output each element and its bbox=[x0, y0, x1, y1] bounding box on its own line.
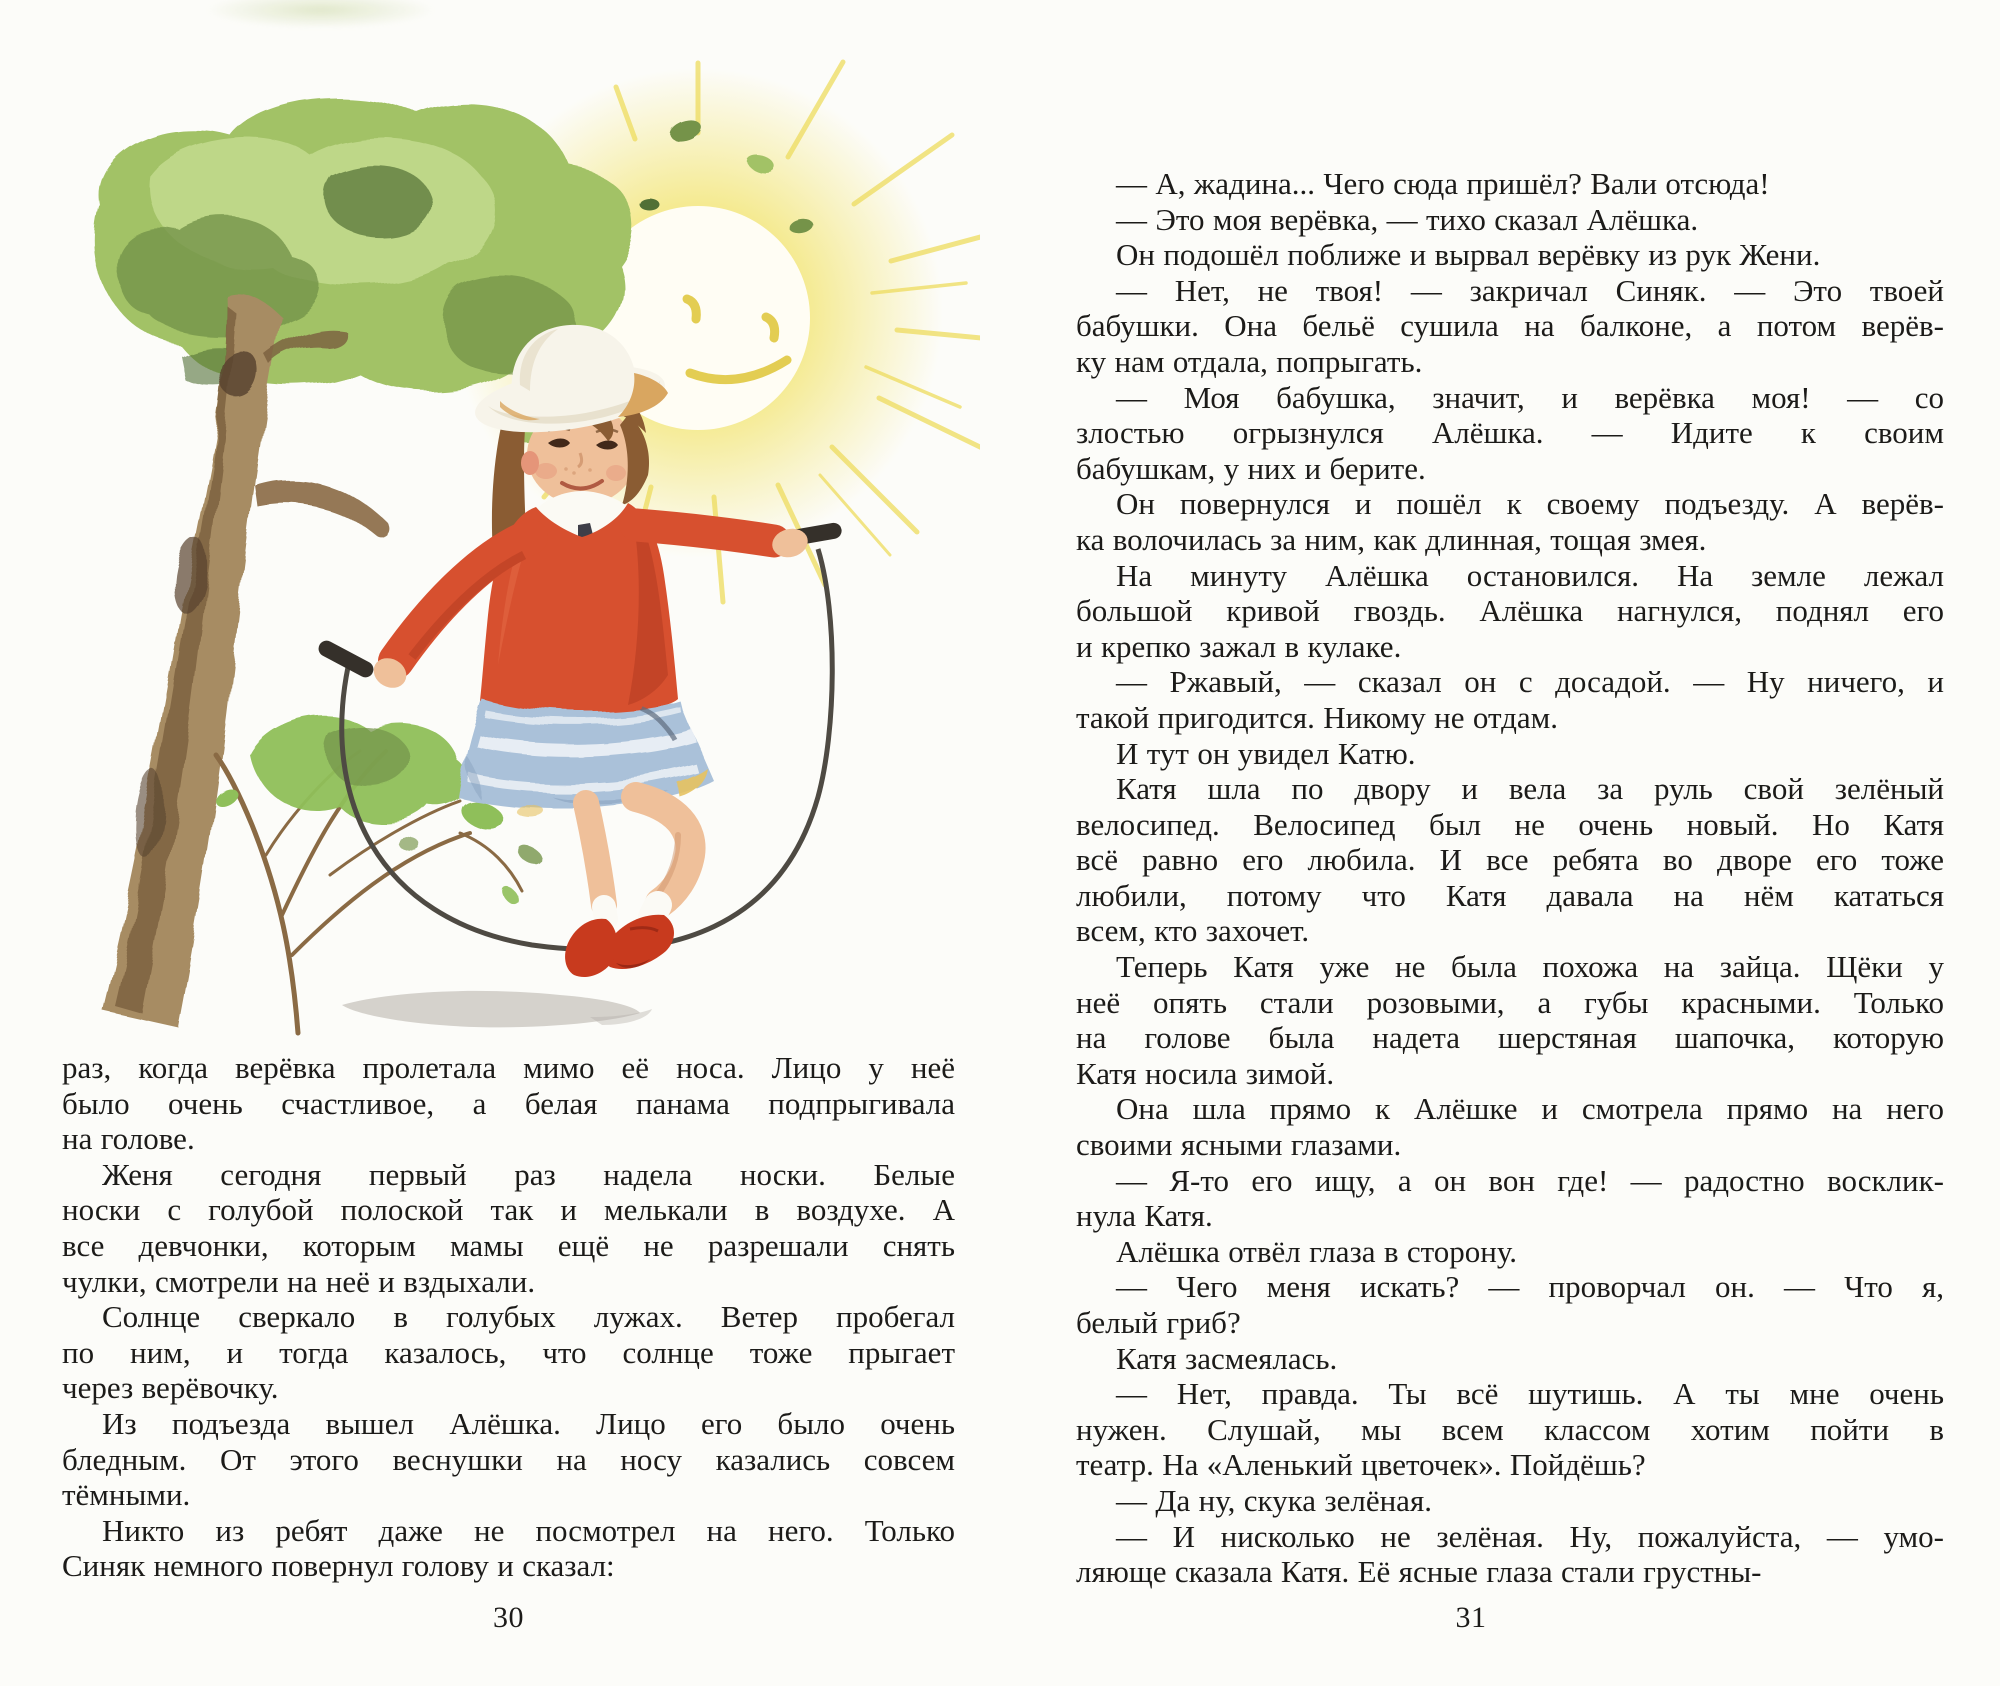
illustration-girl-jumping-rope bbox=[30, 55, 980, 1055]
text-line: Катя засмеялась. bbox=[1116, 1340, 1338, 1376]
text-line: — Чего меня искать? — проворчал он. — Что я, bbox=[1116, 1269, 1944, 1305]
text-line: — Это моя верёвка, — тихо сказал Алёшка. bbox=[1116, 201, 1699, 237]
right-page-text bbox=[1076, 166, 1944, 1590]
text-line: ляюще сказала Катя. Её ясные глаза стали грустны- bbox=[1076, 1554, 1762, 1590]
text-line: ку нам отдала, попрыгать. bbox=[1076, 343, 1423, 379]
text-line: бледным. От этого веснушки на носу казались совсем bbox=[62, 1441, 955, 1477]
text-line: белый гриб? bbox=[1076, 1305, 1241, 1340]
text-line: ка волочилась за ним, как длинная, тощая змея. bbox=[1076, 521, 1707, 557]
text-line: раз, когда верёвка пролетала мимо её носа. Лицо у неё bbox=[62, 1050, 955, 1085]
text-line: такой пригодится. Никому не отдам. bbox=[1076, 699, 1558, 735]
text-line: неё опять стали розовыми, а губы красными. Только bbox=[1076, 984, 1944, 1020]
text-line: тёмными. bbox=[62, 1477, 191, 1513]
right-arm bbox=[636, 525, 774, 541]
text-line: — И нисколько не зелёная. Ну, пожалуйста, — умо- bbox=[1116, 1518, 1944, 1554]
text-line: — Да ну, скука зелёная. bbox=[1116, 1482, 1432, 1518]
text-line: носки с голубой полоской так и мелькали в воздухе. А bbox=[62, 1192, 955, 1228]
left-page-number: 30 bbox=[493, 1601, 524, 1634]
text-line: — Моя бабушка, значит, и верёвка моя! — со bbox=[1116, 379, 1944, 415]
text-line: было очень счастливое, а белая панама подпрыгивала bbox=[62, 1085, 955, 1121]
text-line: Из подъезда вышел Алёшка. Лицо его было очень bbox=[102, 1405, 955, 1441]
text-line: Теперь Катя уже не была похожа на зайца. Щёки у bbox=[1116, 949, 1944, 985]
text-line: Никто из ребят даже не посмотрел на него. Только bbox=[102, 1512, 955, 1548]
text-line: велосипед. Велосипед был не очень новый. Но Катя bbox=[1076, 806, 1944, 842]
right-page-number: 31 bbox=[1455, 1601, 1487, 1634]
text-line: и крепко зажал в кулаке. bbox=[1076, 628, 1402, 664]
text-line: Она шла прямо к Алёшке и смотрела прямо на него bbox=[1116, 1091, 1944, 1127]
text-line: Он повернулся и пошёл к своему подъезду. А верёв- bbox=[1116, 486, 1944, 522]
text-line: через верёвочку. bbox=[62, 1370, 279, 1406]
text-line: Алёшка отвёл глаза в сторону. bbox=[1116, 1233, 1517, 1269]
text-line: — Ржавый, — сказал он с досадой. — Ну ничего, и bbox=[1116, 664, 1944, 700]
text-line: Он подошёл поближе и вырвал верёвку из рук Жени. bbox=[1116, 237, 1821, 273]
text-line: — А, жадина... Чего сюда пришёл? Вали отсюда! bbox=[1116, 166, 1770, 201]
text-line: Катя носила зимой. bbox=[1076, 1055, 1335, 1091]
text-line: всем, кто захочет. bbox=[1076, 913, 1310, 949]
text-line: На минуту Алёшка остановился. На земле лежал bbox=[1116, 557, 1944, 593]
text-line: — Нет, правда. Ты всё шутишь. А ты мне очень bbox=[1116, 1376, 1944, 1412]
scan-smudge bbox=[208, 0, 433, 28]
text-line: И тут он увидел Катю. bbox=[1116, 735, 1416, 771]
shoes bbox=[565, 915, 674, 977]
text-line: злостью огрызнулся Алёшка. — Идите к своим bbox=[1076, 415, 1944, 451]
text-line: по ним, и тогда казалось, что солнце тоже прыгает bbox=[62, 1334, 955, 1370]
legs bbox=[586, 797, 691, 905]
text-line: своими ясными глазами. bbox=[1076, 1127, 1402, 1163]
text-line: театр. На «Аленький цветочек». Пойдёшь? bbox=[1076, 1447, 1646, 1483]
text-line: большой кривой гвоздь. Алёшка нагнулся, поднял его bbox=[1076, 593, 1944, 629]
ground-shadow bbox=[342, 991, 652, 1027]
text-line: Женя сегодня первый раз надела носки. Белые bbox=[102, 1156, 955, 1192]
text-line: нужен. Слушай, мы всем классом хотим пойти в bbox=[1076, 1411, 1944, 1447]
text-line: на голове была надета шерстяная шапочка, которую bbox=[1076, 1020, 1944, 1056]
blush-left bbox=[535, 463, 557, 479]
text-line: любили, потому что Катя давала на нём кататься bbox=[1076, 877, 1944, 913]
text-line: Катя шла по двору и вела за руль свой зелёный bbox=[1116, 771, 1944, 807]
blush-right bbox=[606, 465, 626, 481]
left-page-text bbox=[62, 1050, 955, 1584]
text-line: все девчонки, которым мамы ещё не разрешали снять bbox=[62, 1227, 955, 1263]
text-line: бабушкам, у них и берите. bbox=[1076, 450, 1426, 486]
text-line: бабушки. Она бельё сушила на балконе, а потом верёв- bbox=[1076, 308, 1944, 344]
text-line: Синяк немного повернул голову и сказал: bbox=[62, 1548, 615, 1584]
text-line: — Я-то его ищу, а он вон где! — радостно восклик- bbox=[1116, 1162, 1944, 1198]
text-line: на голове. bbox=[62, 1121, 195, 1157]
text-line: нула Катя. bbox=[1076, 1198, 1213, 1234]
text-line: — Нет, не твоя! — закричал Синяк. — Это твоей bbox=[1116, 272, 1944, 308]
text-line: всё равно его любила. И все ребята во дворе его тоже bbox=[1076, 842, 1944, 878]
text-line: Солнце сверкало в голубых лужах. Ветер пробегал bbox=[102, 1299, 955, 1335]
text-line: чулки, смотрели на неё и вздыхали. bbox=[62, 1263, 536, 1299]
